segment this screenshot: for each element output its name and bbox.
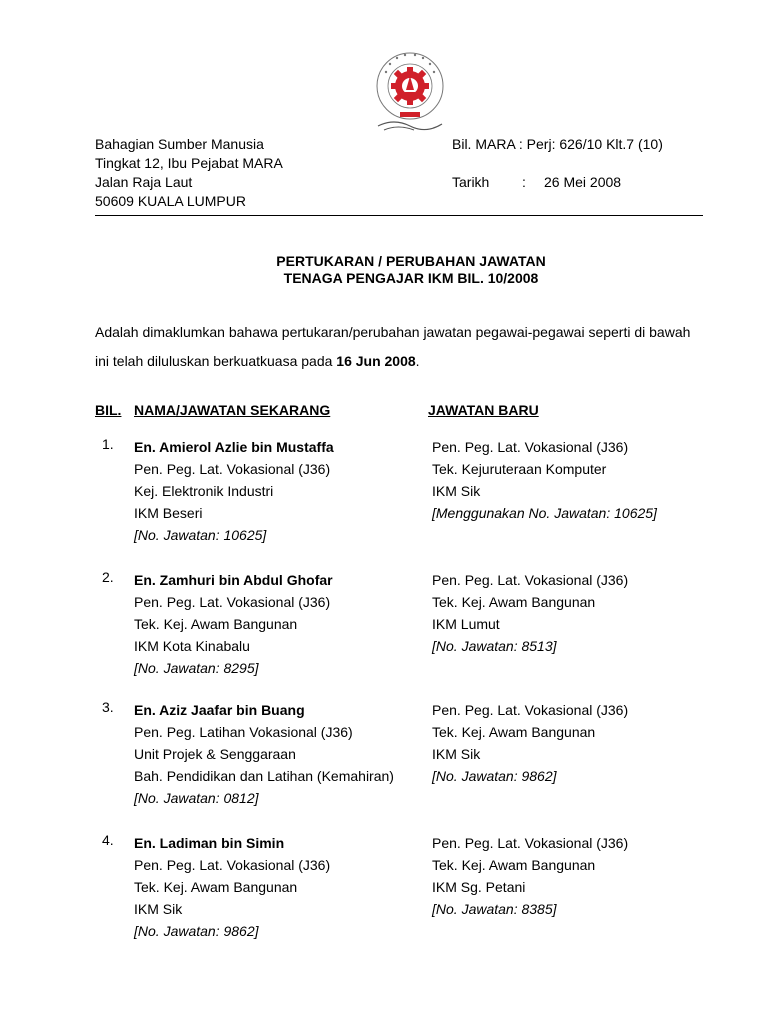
current-post-number: [No. Jawatan: 9862] [134, 923, 259, 939]
current-line: Pen. Peg. Lat. Vokasional (J36) [134, 857, 331, 873]
date-colon: : [522, 174, 526, 190]
sender-address [95, 135, 283, 211]
new-line: Pen. Peg. Lat. Vokasional (J36) [432, 835, 629, 851]
current-line: Pen. Peg. Lat. Vokasional (J36) [134, 461, 331, 477]
new-line: IKM Sik [432, 746, 481, 762]
reference-number: Bil. MARA : Perj: 626/10 Klt.7 (10) [452, 136, 663, 152]
new-line: Tek. Kej. Awam Bangunan [432, 724, 596, 740]
intro-line-1: Adalah dimaklumkan bahawa pertukaran/perubahan jawatan pegawai-pegawai seperti di bawah [95, 324, 691, 340]
header-divider [95, 215, 703, 216]
new-post-number: [Menggunakan No. Jawatan: 10625] [432, 505, 657, 521]
new-line: Tek. Kej. Awam Bangunan [432, 857, 596, 873]
new-post-number: [No. Jawatan: 8513] [432, 638, 557, 654]
intro-suffix: . [415, 353, 420, 369]
current-line: IKM Kota Kinabalu [134, 638, 250, 654]
current-position [134, 569, 333, 679]
intro-prefix: ini telah diluluskan berkuatkuasa pada [95, 353, 337, 369]
new-line: IKM Sg. Petani [432, 879, 526, 895]
new-line: IKM Sik [432, 483, 481, 499]
reference-block [452, 135, 663, 192]
new-line: IKM Lumut [432, 616, 500, 632]
current-post-number: [No. Jawatan: 0812] [134, 790, 259, 806]
staff-name: En. Zamhuri bin Abdul Ghofar [134, 572, 333, 588]
current-line: Pen. Peg. Latihan Vokasional (J36) [134, 724, 353, 740]
date-row [452, 173, 663, 192]
new-position [432, 699, 628, 787]
date-label: Tarikh [452, 174, 490, 190]
new-post-number: [No. Jawatan: 8385] [432, 901, 557, 917]
entry-number: 1. [102, 436, 114, 452]
effective-date: 16 Jun 2008 [336, 353, 416, 369]
new-position [432, 569, 628, 657]
mara-logo [364, 42, 456, 134]
current-line: IKM Beseri [134, 505, 203, 521]
new-position [432, 832, 628, 920]
current-line: Tek. Kej. Awam Bangunan [134, 879, 298, 895]
address-line: Tingkat 12, Ibu Pejabat MARA [95, 155, 283, 171]
current-line: Unit Projek & Senggaraan [134, 746, 296, 762]
column-header-new: JAWATAN BARU [428, 402, 539, 418]
new-position [432, 436, 657, 524]
title-line: TENAGA PENGAJAR IKM BIL. 10/2008 [283, 270, 539, 286]
staff-name: En. Amierol Azlie bin Mustaffa [134, 439, 334, 455]
current-position [134, 699, 394, 809]
entry-number: 4. [102, 832, 114, 848]
address-line: Jalan Raja Laut [95, 174, 193, 190]
new-line: Pen. Peg. Lat. Vokasional (J36) [432, 572, 629, 588]
new-line: Tek. Kejuruteraan Komputer [432, 461, 607, 477]
new-line: Tek. Kej. Awam Bangunan [432, 594, 596, 610]
current-line: Kej. Elektronik Industri [134, 483, 274, 499]
date-value: 26 Mei 2008 [544, 174, 622, 190]
address-line: 50609 KUALA LUMPUR [95, 193, 246, 209]
current-post-number: [No. Jawatan: 8295] [134, 660, 259, 676]
intro-paragraph [95, 318, 690, 376]
current-position [134, 832, 330, 942]
staff-name: En. Aziz Jaafar bin Buang [134, 702, 305, 718]
title-line: PERTUKARAN / PERUBAHAN JAWATAN [276, 253, 546, 269]
column-header-bil: BIL. [95, 402, 122, 418]
current-line: Pen. Peg. Lat. Vokasional (J36) [134, 594, 331, 610]
entry-number: 2. [102, 569, 114, 585]
address-line: Bahagian Sumber Manusia [95, 136, 264, 152]
current-post-number: [No. Jawatan: 10625] [134, 527, 267, 543]
column-header-current: NAMA/JAWATAN SEKARANG [134, 402, 331, 418]
intro-line-2 [95, 347, 690, 376]
new-line: Pen. Peg. Lat. Vokasional (J36) [432, 702, 629, 718]
entry-number: 3. [102, 699, 114, 715]
current-line: Bah. Pendidikan dan Latihan (Kemahiran) [134, 768, 394, 784]
current-line: IKM Sik [134, 901, 183, 917]
new-post-number: [No. Jawatan: 9862] [432, 768, 557, 784]
new-line: Pen. Peg. Lat. Vokasional (J36) [432, 439, 629, 455]
staff-name: En. Ladiman bin Simin [134, 835, 285, 851]
document-title [95, 253, 727, 287]
current-line: Tek. Kej. Awam Bangunan [134, 616, 298, 632]
current-position [134, 436, 334, 546]
